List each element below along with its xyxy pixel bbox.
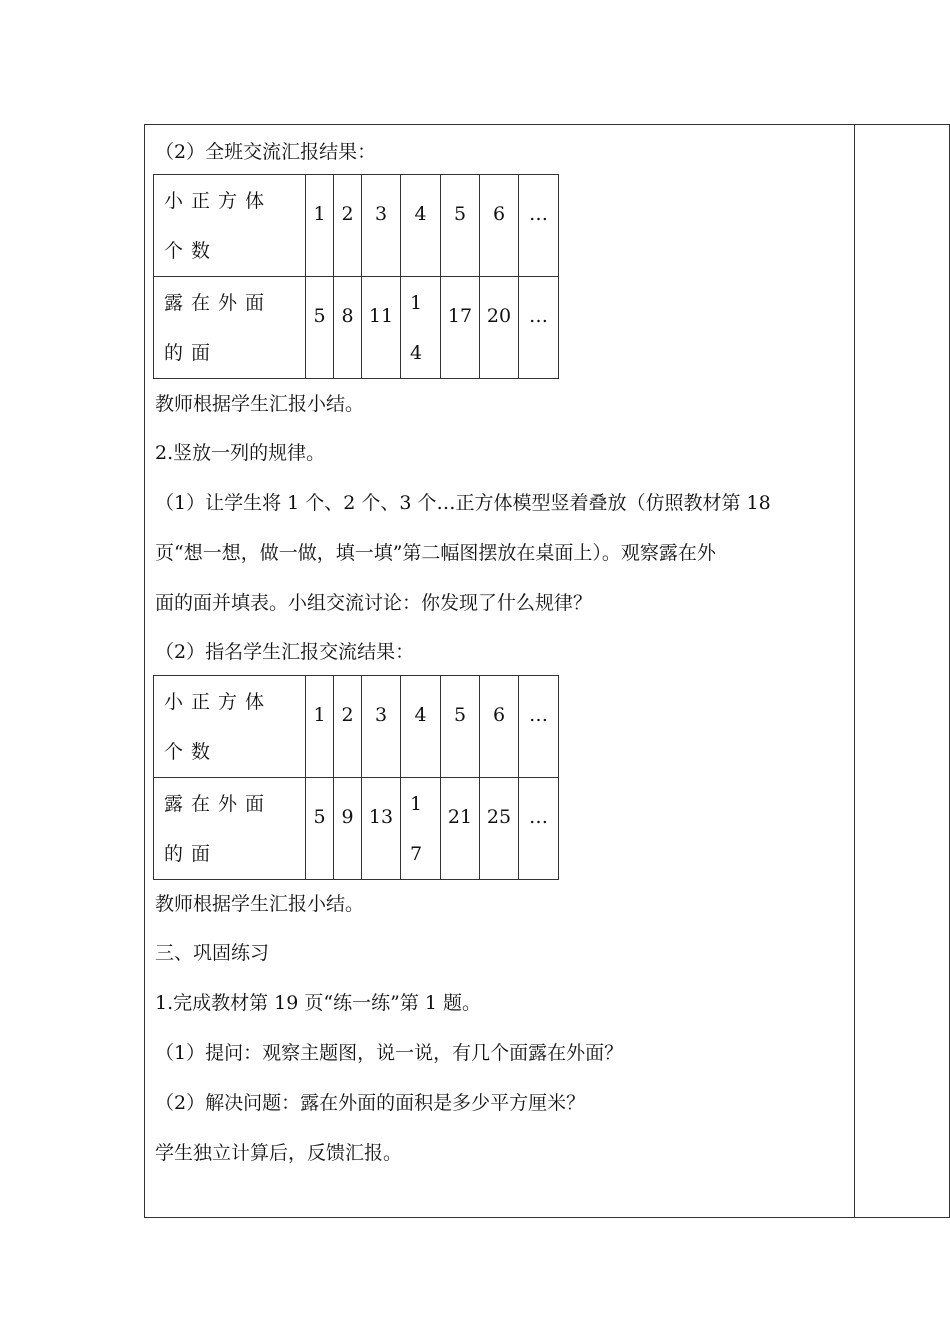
table-cell: … <box>519 277 559 379</box>
table-cell: 5 <box>441 175 480 277</box>
table-cell: 2 <box>334 676 362 778</box>
teacher-summary-1: 教师根据学生汇报小结。 <box>155 393 365 415</box>
table-cell: 6 <box>480 676 519 778</box>
table-cell: 13 <box>362 778 401 880</box>
row-label-exposed-faces: 露在外面的面 <box>154 277 306 379</box>
horizontal-cube-table <box>153 174 559 379</box>
table-cell: 17 <box>441 277 480 379</box>
closing-note: 学生独立计算后，反馈汇报。 <box>155 1142 403 1164</box>
table-cell: 6 <box>480 175 519 277</box>
section-heading-practice: 三、巩固练习 <box>155 942 270 964</box>
table-cell: 11 <box>362 277 401 379</box>
notes-column-divider <box>854 124 855 1218</box>
table-cell: 14 <box>401 277 441 379</box>
instruction-line-2: 页“想一想，做一做，填一填”第二幅图摆放在桌面上）。观察露在外 <box>155 542 716 564</box>
instruction-line-1: （1）让学生将 1 个、2 个、3 个…正方体模型竖着叠放（仿照教材第 18 <box>155 492 771 514</box>
table-cell: 2 <box>334 175 362 277</box>
table-cell: 4 <box>401 175 441 277</box>
table-cell: 9 <box>334 778 362 880</box>
instruction-line-3: 面的面并填表。小组交流讨论：你发现了什么规律？ <box>155 592 593 614</box>
section-heading-vertical: 2.竖放一列的规律。 <box>155 442 326 464</box>
table-cell: 17 <box>401 778 441 880</box>
table-cell: 5 <box>441 676 480 778</box>
row-label-cube-count: 小正方体个数 <box>154 175 306 277</box>
question-2: （2）解决问题：露在外面的面积是多少平方厘米？ <box>155 1092 586 1114</box>
table-cell: 5 <box>306 277 334 379</box>
table-cell: 8 <box>334 277 362 379</box>
table-row <box>154 676 559 778</box>
step-2-class-report: （2）全班交流汇报结果： <box>155 141 377 163</box>
table-cell: 20 <box>480 277 519 379</box>
step-2-named-report: （2）指名学生汇报交流结果： <box>155 641 415 663</box>
table-row <box>154 277 559 379</box>
table-cell: … <box>519 676 559 778</box>
table-cell: … <box>519 175 559 277</box>
vertical-cube-table <box>153 675 559 880</box>
table-cell: 5 <box>306 778 334 880</box>
question-1: （1）提问：观察主题图，说一说，有几个面露在外面？ <box>155 1042 624 1064</box>
table-cell: 1 <box>306 175 334 277</box>
table-cell: 1 <box>306 676 334 778</box>
table-cell: … <box>519 778 559 880</box>
table-cell: 25 <box>480 778 519 880</box>
row-label-cube-count: 小正方体个数 <box>154 676 306 778</box>
table-cell: 4 <box>401 676 441 778</box>
exercise-item-1: 1.完成教材第 19 页“练一练”第 1 题。 <box>155 992 481 1014</box>
teacher-summary-2: 教师根据学生汇报小结。 <box>155 893 365 915</box>
table-cell: 21 <box>441 778 480 880</box>
table-row <box>154 175 559 277</box>
table-cell: 3 <box>362 175 401 277</box>
table-cell: 3 <box>362 676 401 778</box>
table-row <box>154 778 559 880</box>
row-label-exposed-faces: 露在外面的面 <box>154 778 306 880</box>
